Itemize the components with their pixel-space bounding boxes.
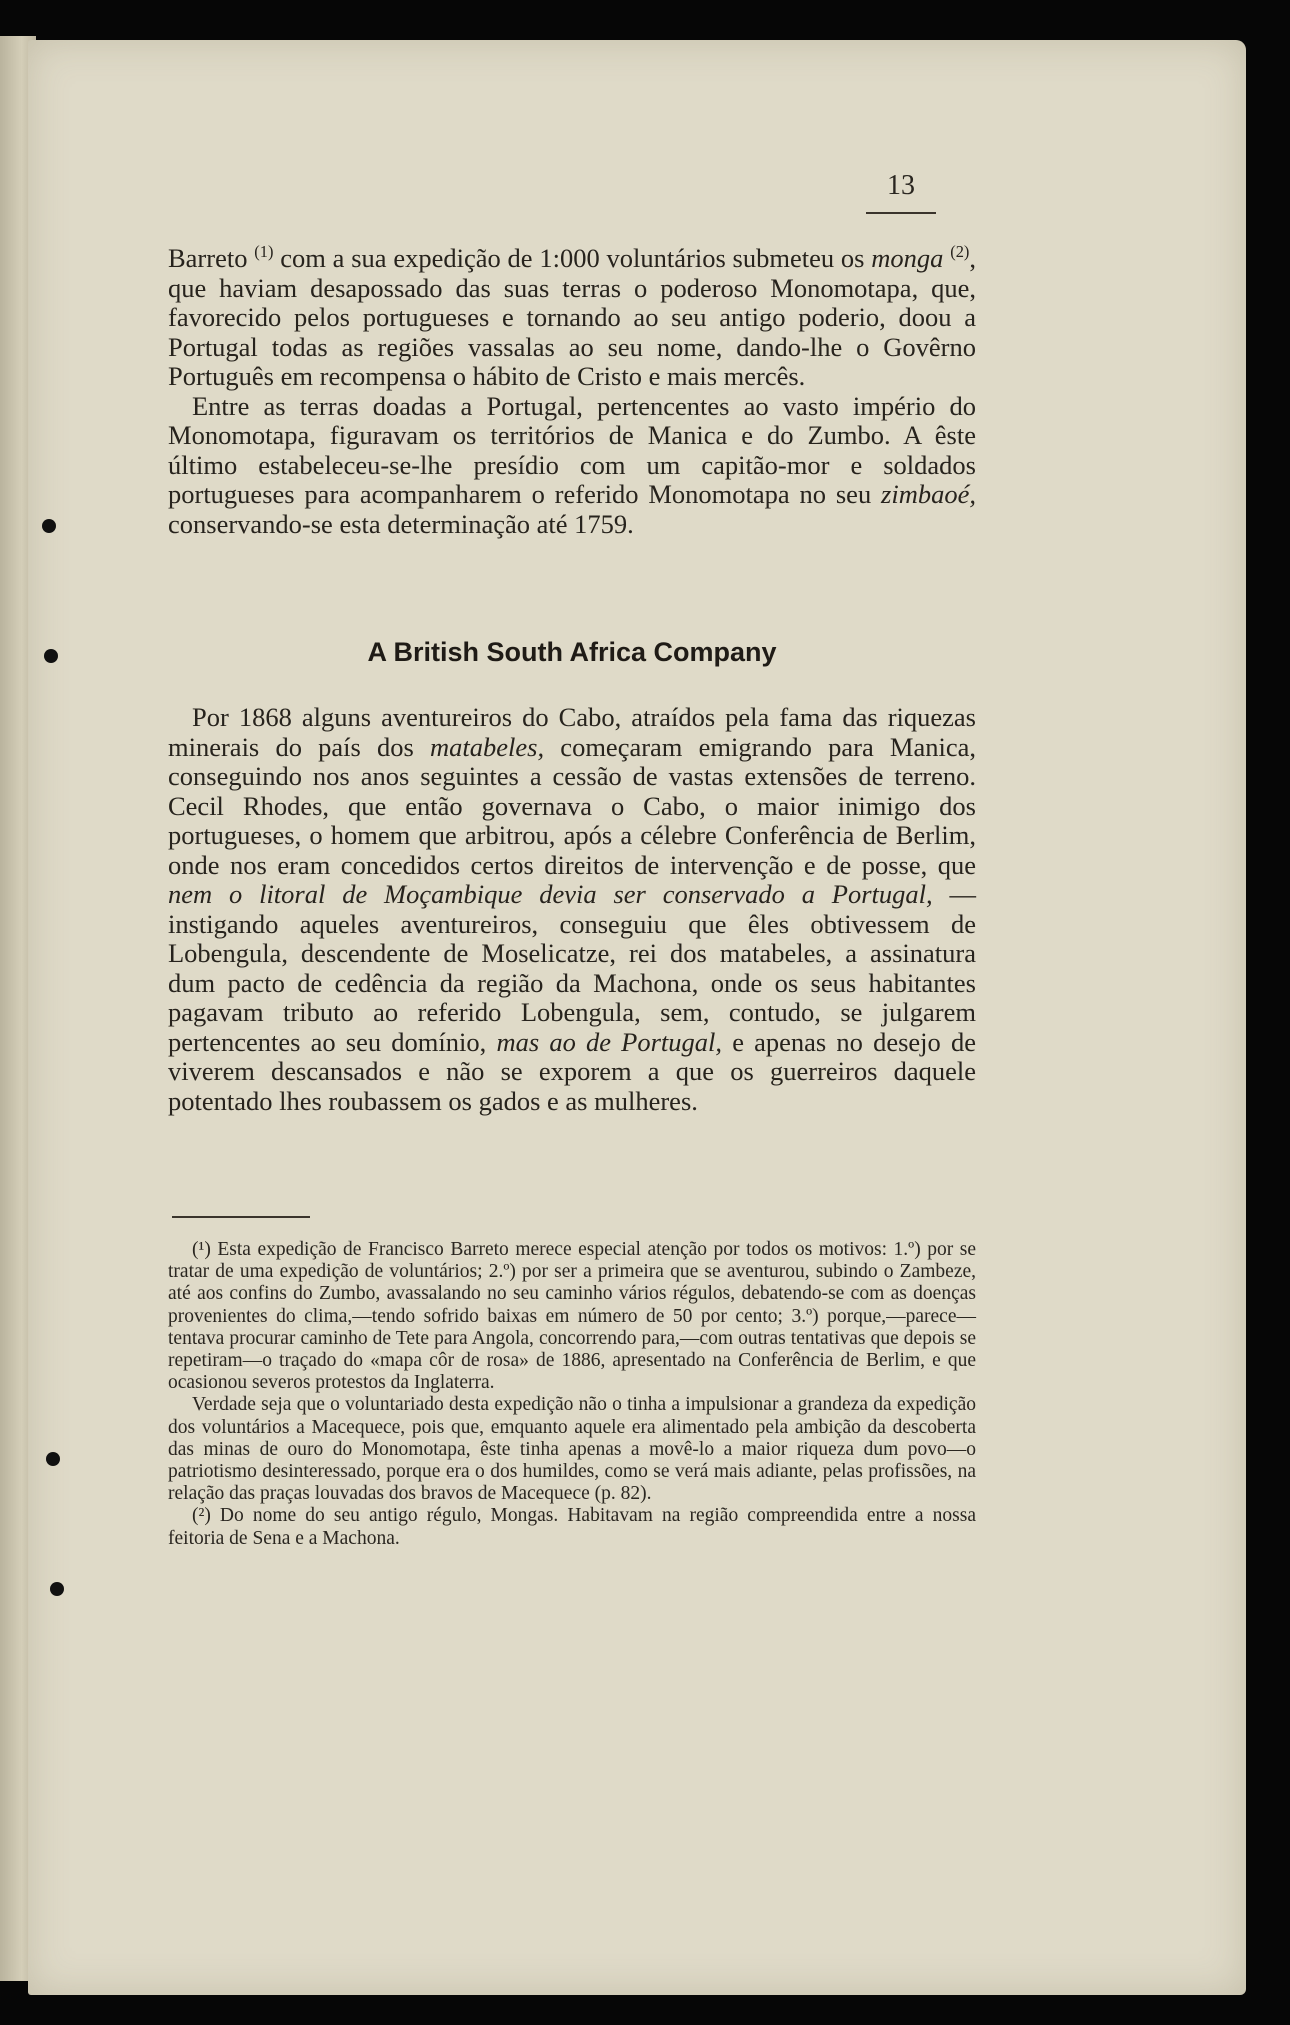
- footnote-separator: [172, 1216, 310, 1218]
- binding-hole-mark: [44, 649, 58, 663]
- page-number: 13: [887, 170, 915, 201]
- footnote-1: (¹) Esta expedição de Francisco Barreto merece especial atenção por todos os motivos: 1.º) por se tratar de uma expedição de voluntários; 2.º) por ser a primeira que se aventurou, subindo o Zambeze, até aos confins do Zumbo, avassalando no seu caminho vários régulos, debatendo-se com as doenças provenientes do clima,—tendo sofrido baixas em número de 50 por cento; 3.º) porque,—parece—tentava procurar caminho de Tete para Angola, concorrendo para,—com outras tentativas que depois se repetiram—o traçado do «mapa côr de rosa» de 1886, apresentado na Conferência de Berlim, e que ocasionou severos protestos da Inglaterra.: [168, 1239, 976, 1394]
- paragraph-british-south-africa: Por 1868 alguns aventureiros do Cabo, atraídos pela fama das riquezas minerais do país dos matabeles, começaram emigrando para Manica, conseguindo nos anos seguintes a cessão de vastas extensões de terreno. Cecil Rhodes, que então governava o Cabo, o maior inimigo dos portugueses, o homem que arbitrou, após a célebre Conferência de Berlim, onde nos eram concedidos certos direitos de intervenção e de posse, que nem o litoral de Moçambique devia ser conservado a Portugal, —instigando aqueles aventureiros, conseguiu que êles obtivessem de Lobengula, descendente de Moselicatze, rei dos matabeles, a assinatura dum pacto de cedência da região da Machona, onde os seus habitantes pagavam tributo ao referido Lobengula, sem, contudo, se julgarem pertencentes ao seu domínio, mas ao de Portugal, e apenas no desejo de viverem descansados e não se exporem a que os guerreiros daquele potentado lhes roubassem os gados e as mulheres.: [168, 702, 977, 1116]
- binding-hole-mark: [50, 1582, 64, 1596]
- footnotes: [168, 1239, 976, 1550]
- page-number-rule: [866, 212, 936, 214]
- binding-hole-mark: [46, 1452, 60, 1466]
- footnote-2: (²) Do nome do seu antigo régulo, Mongas. Habitavam na região compreendida entre a nossa feitoria de Sena e a Machona.: [168, 1505, 976, 1549]
- paragraph-barreto: Barreto $^{(1)}$ com a sua expedição de 1:000 voluntários submeteu os monga $^{(2)}$, que haviam desapossado das suas terras o poderoso Monomotapa, que, favorecido pelos portugueses e tornando ao seu antigo poderio, doou a Portugal todas as regiões vassalas ao seu nome, dando-lhe o Govêrno Português em recompensa o hábito de Cristo e mais mercês.: [168, 242, 977, 391]
- top-text-block: [168, 244, 976, 539]
- binding-hole-mark: [42, 519, 56, 533]
- main-text-block: [168, 703, 976, 1116]
- section-heading: A British South Africa Company: [367, 637, 777, 667]
- footnote-1-continued: Verdade seja que o voluntariado desta expedição não o tinha a impulsionar a grandeza da expedição dos voluntários a Macequece, pois que, emquanto aquele era alimentado pela ambição da descoberta das minas de ouro do Monomotapa, êste tinha apenas a movê-lo a maior riqueza dum povo—o patriotismo desinteressado, porque era o dos humildes, como se verá mais adiante, pelas profissões, na relação das praças louvadas dos bravos de Macequece (p. 82).: [168, 1394, 976, 1505]
- paragraph-terras-doadas: Entre as terras doadas a Portugal, pertencentes ao vasto império do Monomotapa, figuravam os territórios de Manica e do Zumbo. A êste último estabeleceu-se-lhe presídio com um capitão-mor e soldados portugueses para acompanharem o referido Monomotapa no seu zimbaoé, conservando-se esta determinação até 1759.: [168, 390, 976, 539]
